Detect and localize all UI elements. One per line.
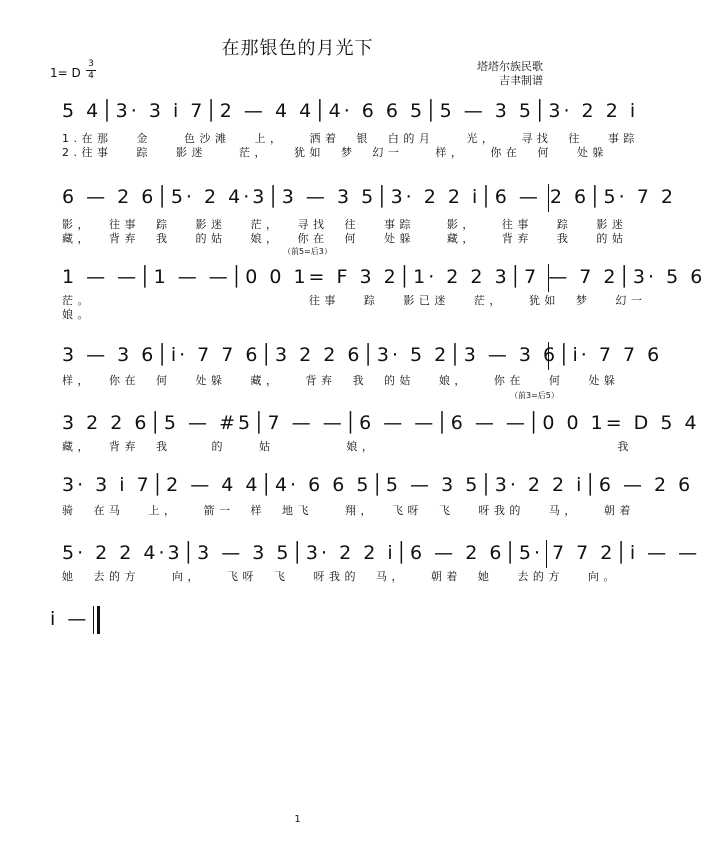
final-barline-thin — [93, 606, 94, 634]
time-signature — [86, 60, 96, 81]
lyrics-verse-1: 藏， 背弃 我 的 姑 娘， 我 — [62, 440, 633, 453]
origin-line-1: 塔塔尔族民歌 — [477, 60, 543, 73]
time-bottom: 4 — [88, 71, 94, 81]
lyrics-verse-2: 娘。 — [62, 308, 93, 321]
song-title: 在那银色的月光下 — [221, 38, 374, 59]
final-barline-thick — [97, 606, 100, 634]
lyrics-verse-2: 藏， 背弃 我 的姑 娘， 你在 何 处躲 藏， 背弃 我 的姑 — [62, 232, 628, 245]
lyrics-verse-1: 样， 你在 何 处躲 藏， 背弃 我 的姑 娘， 你在 何 处躲 — [62, 374, 620, 387]
notation-line: 3 2 2 6│5 — #5│7 — —│6 — —│6 — —│0 0 1= D 5 4 — [62, 412, 700, 434]
tempo-annotation: （前3=后5） — [510, 391, 559, 400]
lyrics-verse-1: 茫。 往事 踪 影已迷 茫， 犹如 梦 幻一 — [62, 294, 647, 307]
lyrics-verse-1: 她 去的方 向， 飞呀 飞 呀我的 马， 朝着 她 去的方 向。 — [62, 570, 619, 583]
notation-line: 5· 2 2 4·3│3 — 3 5│3· 2 2 i│6 — 2 6│5· 7 7 2│i — — — [62, 542, 701, 564]
notation-line: 6 — 2 6│5· 2 4·3│3 — 3 5│3· 2 2 i│6 — 2 6│5· 7 2 — [62, 186, 676, 208]
notation-line: i — — [50, 608, 90, 630]
tempo-annotation: （前5=后3） — [283, 247, 332, 256]
notation-line: 3· 3 i 7│2 — 4 4│4· 6 6 5│5 — 3 5│3· 2 2 i│6 — 2 6 — [62, 474, 694, 496]
notation-line: 3 — 3 6│i· 7 7 6│3 2 2 6│3· 5 2│3 — 3 6│i· 7 7 6 — [62, 344, 663, 366]
origin-line-2: 吉聿制谱 — [499, 74, 543, 87]
lyrics-verse-1: 1.在那 金 色沙滩 上， 洒着 银 白的月 光， 寻找 往 事踪 — [62, 132, 639, 145]
page-number: 1 — [294, 814, 301, 825]
lyrics-verse-1: 影， 往事 踪 影迷 茫， 寻找 往 事踪 影， 往事 踪 影迷 — [62, 218, 628, 231]
time-top: 3 — [88, 59, 94, 69]
notation-line: 5 4│3· 3 i 7│2 — 4 4│4· 6 6 5│5 — 3 5│3· 2 2 i — [62, 100, 639, 122]
key-signature: 1= D — [50, 66, 81, 80]
song-origin — [477, 60, 543, 88]
lyrics-verse-2: 2.往事 踪 影迷 茫， 犹如 梦 幻一 样， 你在 何 处躲 — [62, 146, 608, 159]
lyrics-verse-1: 骑 在马 上， 箭一 样 地飞 翔， 飞呀 飞 呀我的 马， 朝着 — [62, 504, 635, 517]
notation-line: 1 — —│1 — —│0 0 1= F 3 2│1· 2 2 3│7 — 7 2│3· 5 6 — [62, 266, 705, 288]
